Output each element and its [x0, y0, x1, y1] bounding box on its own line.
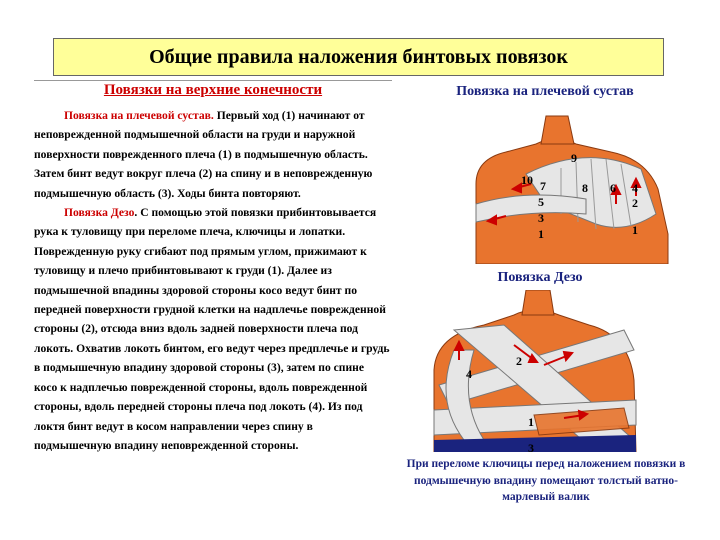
- paragraph-deso: [34, 203, 390, 455]
- shoulder-label: Повязка на плечевой сустав.: [64, 109, 214, 122]
- divider: [34, 80, 392, 81]
- fig1-number: 4: [632, 181, 638, 195]
- fig1-number: 9: [571, 151, 577, 165]
- fig1-number: 10: [521, 173, 533, 187]
- fig1-number: 7: [540, 179, 546, 193]
- left-text-panel: [34, 80, 392, 520]
- fig2-number: 2: [516, 354, 522, 368]
- shoulder-bandage-illustration: [436, 104, 684, 264]
- paragraph-shoulder: [34, 106, 390, 203]
- fig1-number: 3: [538, 211, 544, 225]
- slide-title: Общие правила наложения бинтовых повязок: [53, 38, 664, 76]
- figure2-title: Повязка Дезо: [497, 270, 583, 285]
- section-heading: Повязки на верхние конечности: [103, 82, 323, 98]
- deso-label: Повязка Дезо: [64, 206, 135, 220]
- figure1-title: Повязка на плечевой сустав: [456, 84, 634, 99]
- deso-text: . С помощью этой повязки прибинтовывается рука к туловищу при переломе плеча, ключицы и лопатки. Поврежденную руку сгибают под прямым углом, прижимают к туловищу и плечо прибинтовывают к груди (1). Далее из подмышечной впадины здоровой стороны косо ведут бинт по передней поверхности грудной клетки на надплечье поврежденной стороны (2), отсюда вниз вдоль задней поверхности плеча под локоть. Охватив локоть бинтом, его ведут через предплечье и грудь в подмышечную впадину здоровой стороны (3), затем по спине косо к надплечью поврежденной стороны, вдоль поврежденной стороны, вдоль передней стороны плеча под локоть (4). Из под локтя бинт ведут в косом направлении через спину в подмышечную впадину неповрежденной стороны.: [34, 206, 390, 452]
- fig2-number: 3: [528, 441, 534, 452]
- instructions-text: [34, 106, 390, 455]
- fig1-number: 1: [632, 223, 638, 237]
- figure-caption: При переломе ключицы перед наложением повязки в подмышечную впадину помещают толстый ватно-марлевый валик: [406, 458, 686, 503]
- fig1-number: 8: [582, 181, 588, 195]
- fig1-number: 1: [538, 227, 544, 241]
- fig2-number: 1: [528, 415, 534, 429]
- fig1-number: 5: [538, 195, 544, 209]
- fig1-number: 6: [610, 181, 616, 195]
- fig1-number: 2: [632, 196, 638, 210]
- fig2-number: 4: [466, 367, 472, 381]
- deso-bandage-illustration: [424, 290, 654, 452]
- shoulder-text: Первый ход (1) начинают от неповрежденной подмышечной области на груди и наружной поверхности поврежденного плеча (1) в подмышечную область. Затем бинт ведут вокруг плеча (2) на спину и в неповрежденную подмышечную область (3). Ходы бинта повторяют.: [34, 109, 373, 200]
